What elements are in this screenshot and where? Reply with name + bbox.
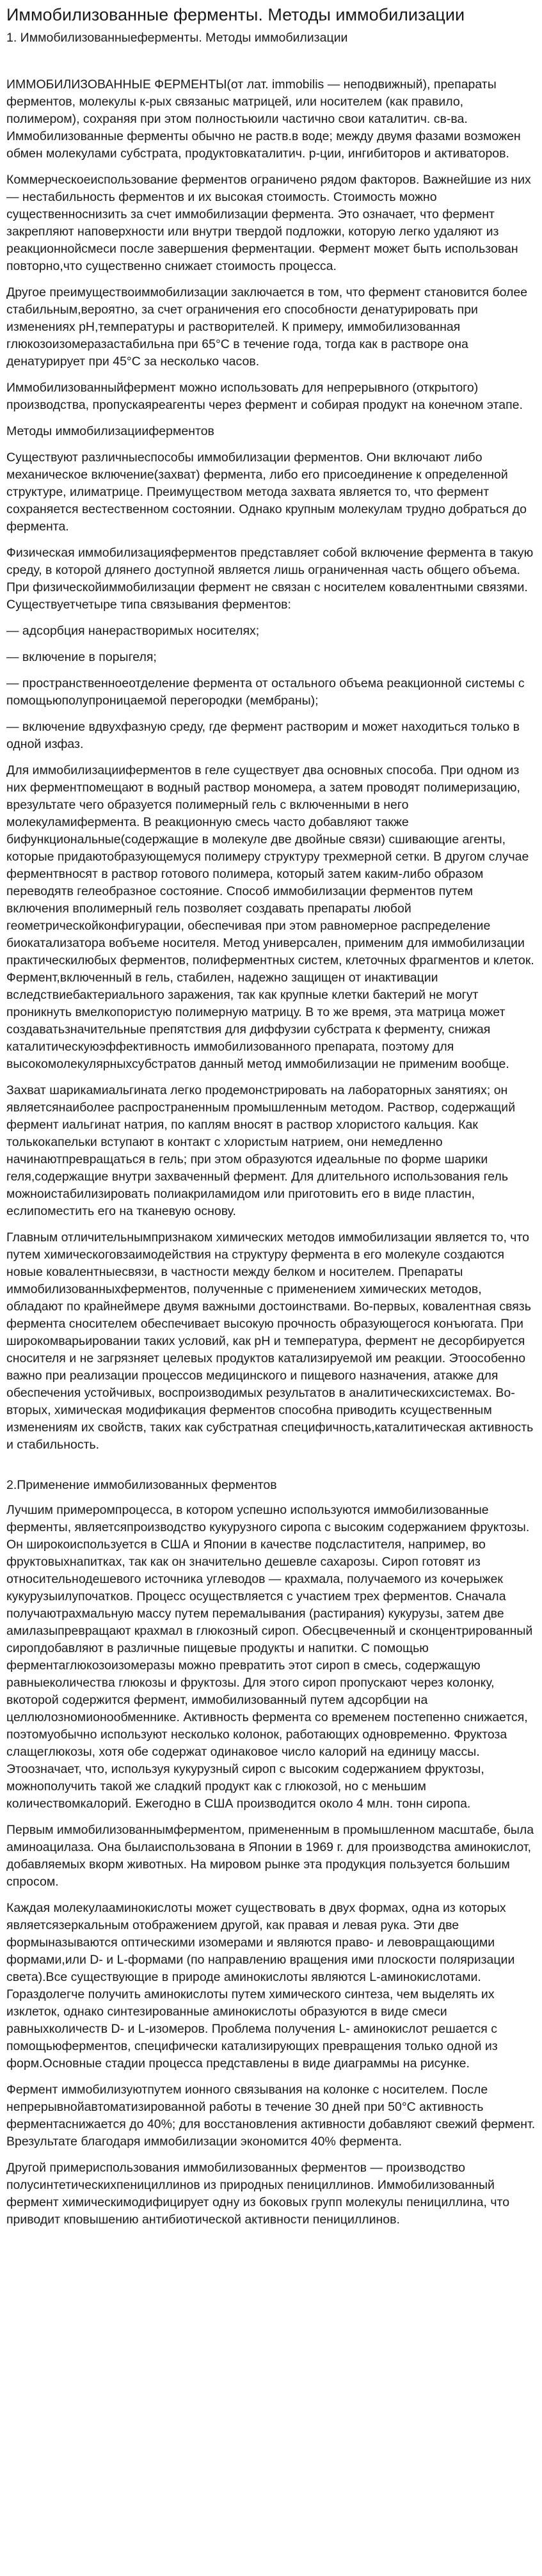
- paragraph: Первым иммобилизованнымферментом, примененным в промышленном масштабе, была аминоацилаза. Она былаиспользована в Японии в 1969 г. для производства аминокислот, добавляемых вкорм животных. На мировом рынке эта продукция пользуется большим спросом.: [6, 1823, 534, 1889]
- list-item: — включение вдвухфазную среду, где фермент растворим и может находиться только в одной изфаз.: [6, 720, 520, 751]
- subsection-title: Методы иммобилизацииферментов: [6, 424, 214, 438]
- list-item: — включение в порыгеля;: [6, 650, 157, 664]
- list-item: — пространственноеотделение фермента от остального объема реакционной системы с помощьюполупроницаемой перегородки (мембраны);: [6, 676, 525, 708]
- section-divider: [6, 1463, 536, 1477]
- paragraph: ИММОБИЛИЗОВАННЫЕ ФЕРМЕНТЫ(от лат. immobilis — неподвижный), препараты ферментов, молекулы к-рых связаныс матрицей, или носителем (как правило, полимером), сохраняя при этом полностьюили частично свои каталитич. св-ва. Иммобилизованные ферменты обычно не раств.в воде; между двумя фазами возможен обмен молекулами субстрата, продуктовкаталитич. р-ции, ингибиторов и активаторов.: [6, 77, 521, 161]
- paragraph: Другой примериспользования иммобилизованных ферментов — производство полусинтетическихпенициллинов из природных пенициллинов. Иммобилизованный фермент химическимодифицирует одну из боковых групп молекулы пенициллина, что приводит кповышению антибиотической активности пенициллинов.: [6, 2161, 510, 2227]
- list-item: — адсорбция нанерастворимых носителях;: [6, 624, 260, 638]
- paragraph: Физическая иммобилизацияферментов представляет собой включение фермента в такую среду, в которой длянего доступной является лишь ограниченная часть общего объема. При физическойиммобилизации фермент не связан с носителем ковалентными связями. Существуетчетыре типа связывания ферментов:: [6, 546, 534, 612]
- paragraph: Для иммобилизацииферментов в геле существует два основных способа. При одном из них ферментпомещают в водный раствор мономера, а затем проводят полимеризацию, врезультате чего образуется полимерный гель с включенными в него молекуламифермента. В реакционную смесь часто добавляют также бифункциональные(содержащие в молекуле две двойные связи) сшивающие агенты, которые придаютобразующемуся полимеру структуру трехмерной сетки. В другом случае ферментвносят в раствор готового полимера, который затем каким-либо образом переводятв гелеобразное состояние. Способ иммобилизации ферментов путем включения вполимерный гель позволяет создавать препараты любой геометрическойконфигурации, обеспечивая при этом равномерное распределение биокатализатора вобъеме носителя. Метод универсален, применим для иммобилизации практическилюбых ферментов, полиферментных систем, клеточных фрагментов и клеток. Фермент,включенный в гель, стабилен, надежно защищен от инактивации вследствиебактериального заражения, так как крупные клетки бактерий не могут проникнуть вмелкопористую полимерную матрицу. В то же время, эта матрица может создаватьзначительные препятствия для диффузии субстрата к ферменту, снижая каталитическуюэффективность иммобилизованного препарата, поэтому для высокомолекулярныхсубстратов данный метод иммобилизации не применим вообще.: [6, 763, 534, 1071]
- page-title: Иммобилизованные ферменты. Методы иммобилизации: [6, 5, 465, 24]
- paragraph: Иммобилизованныйфермент можно использовать для непрерывного (открытого) производства, пропускаяреагенты через фермент и собирая продукт на конечном этапе.: [6, 381, 523, 412]
- paragraph: Фермент иммобилизуютпутем ионного связывания на колонке с носителем. После непрерывнойавтоматизированной работы в течение 30 дней при 50°С активность ферментаснижается до 40%; для восстановления активности добавляют свежий фермент. Врезультате благодаря иммобилизации экономится 40% фермента.: [6, 2083, 536, 2149]
- section-1-body: [6, 76, 536, 1454]
- section-1-heading: 1. Иммобилизованныеферменты. Методы иммобилизации: [6, 31, 348, 45]
- section-2-heading: 2.Применение иммобилизованных ферментов: [6, 1478, 277, 1492]
- paragraph: Лучшим примеромпроцесса, в котором успешно используются иммобилизованные ферменты, являетсяпроизводство кукурузного сиропа с высоким содержанием фруктозы. Он широкоиспользуется в США и Японии в качестве подсластителя, например, во фруктовыхнапитках, так как он значительно дешевле сахарозы. Сироп готовят из относительнодешевого источника углеводов — крахмала, получаемого из кочерыжек кукурузыилупочатков. Процесс осуществляется с участием трех ферментов. Сначала получаютрахмальную массу путем перемалывания (растирания) кукурузы, затем две амилазыпревращают крахмал в глюкозный сироп. Обесцвеченный и сконцентрированный сиропдобавляют в различные пищевые продукты и напитки. С помощью ферментаглюкозоизомеразы можно превратить этот сироп в смесь, содержащую равныеколичества глюкозы и фруктозы. Для этого сироп пропускают через колонку, вкоторой содержится фермент, иммобилизованный путем адсорбции на целлюлозномионообменнике. Активность фермента со временем постепенно снижается, поэтомуобычно используют несколько колонок, работающих одновременно. Фруктоза слащеглюкозы, хотя обе содержат одинаковое число калорий на единицу массы. Этоозначает, что, используя кукурузный сироп с высоким содержанием фруктозы, можнополучить такой же сладкий продукт как с глюкозой, но с меньшим количествомкалорий. Ежегодно в США производится около 4 млн. тонн сиропа.: [6, 1503, 533, 1811]
- paragraph: Главным отличительнымпризнаком химических методов иммобилизации является то, что путем химическоговзаимодействия на структуру фермента в его молекуле создаются новые ковалентныесвязи, в частности между белком и носителем. Препараты иммобилизованныхферментов, полученные с применением химических методов, обладают по крайнеймере двумя важными достоинствами. Во-первых, ковалентная связь фермента сносителем обеспечивает высокую прочность образующегося конъюгата. При широкомварьировании таких условий, как рН и температура, фермент не десорбируется сносителя и не загрязняет целевых продуктов катализируемой им реакции. Этоособенно важно при реализации процессов медицинского и пищевого назначения, атакже для обеспечения устойчивых, воспроизводимых результатов в аналитическихсистемах. Во-вторых, химическая модификация ферментов способна приводить ксущественным изменениям их свойств, таких как субстратная специфичность,каталитическая активность и стабильность.: [6, 1230, 534, 1452]
- paragraph: Существуют различныеспособы иммобилизации ферментов. Они включают либо механическое включение(захват) фермента, либо его присоединение к определенной структуре, илиматрице. Преимуществом метода захвата является то, что фермент сохраняется вестественном состоянии. Однако крупным молекулам трудно добраться до фермента.: [6, 450, 527, 534]
- paragraph: Каждая молекулааминокислоты может существовать в двух формах, одна из которых являетсязеркальным отображением другой, как правая и левая рука. Эти две формыназываются оптическими изомерами и являются право- и левовращающими формами,или D- и L-формами (по направлению вращения ими плоскости поляризации света).Все существующие в природе аминокислоты являются L-аминокислотами. Гораздолегче получить аминокислоты путем химического синтеза, чем выделять их изклеток, однако синтезированные аминокислоты образуются в виде смеси равныхколичеств D- и L-изомеров. Проблема получения L- аминокислот решается с помощьюферментов, специфически катализирующих превращения только одной из форм.Основные стадии процесса представлены в виде диаграммы на рисунке.: [6, 1901, 515, 2071]
- paragraph: Коммерческоеиспользование ферментов ограничено рядом факторов. Важнейшие из них — нестабильность ферментов и их высокая стоимость. Стоимость можно существенноснизить за счет иммобилизации фермента. Это означает, что фермент закрепляют наповерхности или внутри твердой подложки, которую легко удаляют из реакционнойсмеси после завершения ферментации. Фермент может быть использован повторно,что существенно снижает стоимость процесса.: [6, 173, 531, 273]
- paragraph: Другое преимуществоиммобилизации заключается в том, что фермент становится более стабильным,вероятно, за счет ограничения его способности денатурировать при изменениях рН,температуры и растворителей. К примеру, иммобилизованная глюкозоизомеразастабильна при 65°С в течение года, тогда как в растворе она денатурирует при 45°С за несколько часов.: [6, 285, 528, 369]
- paragraph: Захват шарикамиальгината легко продемонстрировать на лабораторных занятиях; он являетсянаиболее распространенным промышленным методом. Раствор, содержащий фермент иальгинат натрия, по каплям вносят в раствор хлористого кальция. Как толькокапельки вступают в контакт с хлористым натрием, они немедленно начинаютпревращаться в гель; при этом образуются идеальные по форме шарики геля,содержащие внутри захваченный фермент. Для длительного использования гель можноистабилизировать полиакриламидом или приготовить его в виде пластин, еслипоместить его на тканевую основу.: [6, 1083, 516, 1218]
- section-2-body: [6, 1502, 536, 2229]
